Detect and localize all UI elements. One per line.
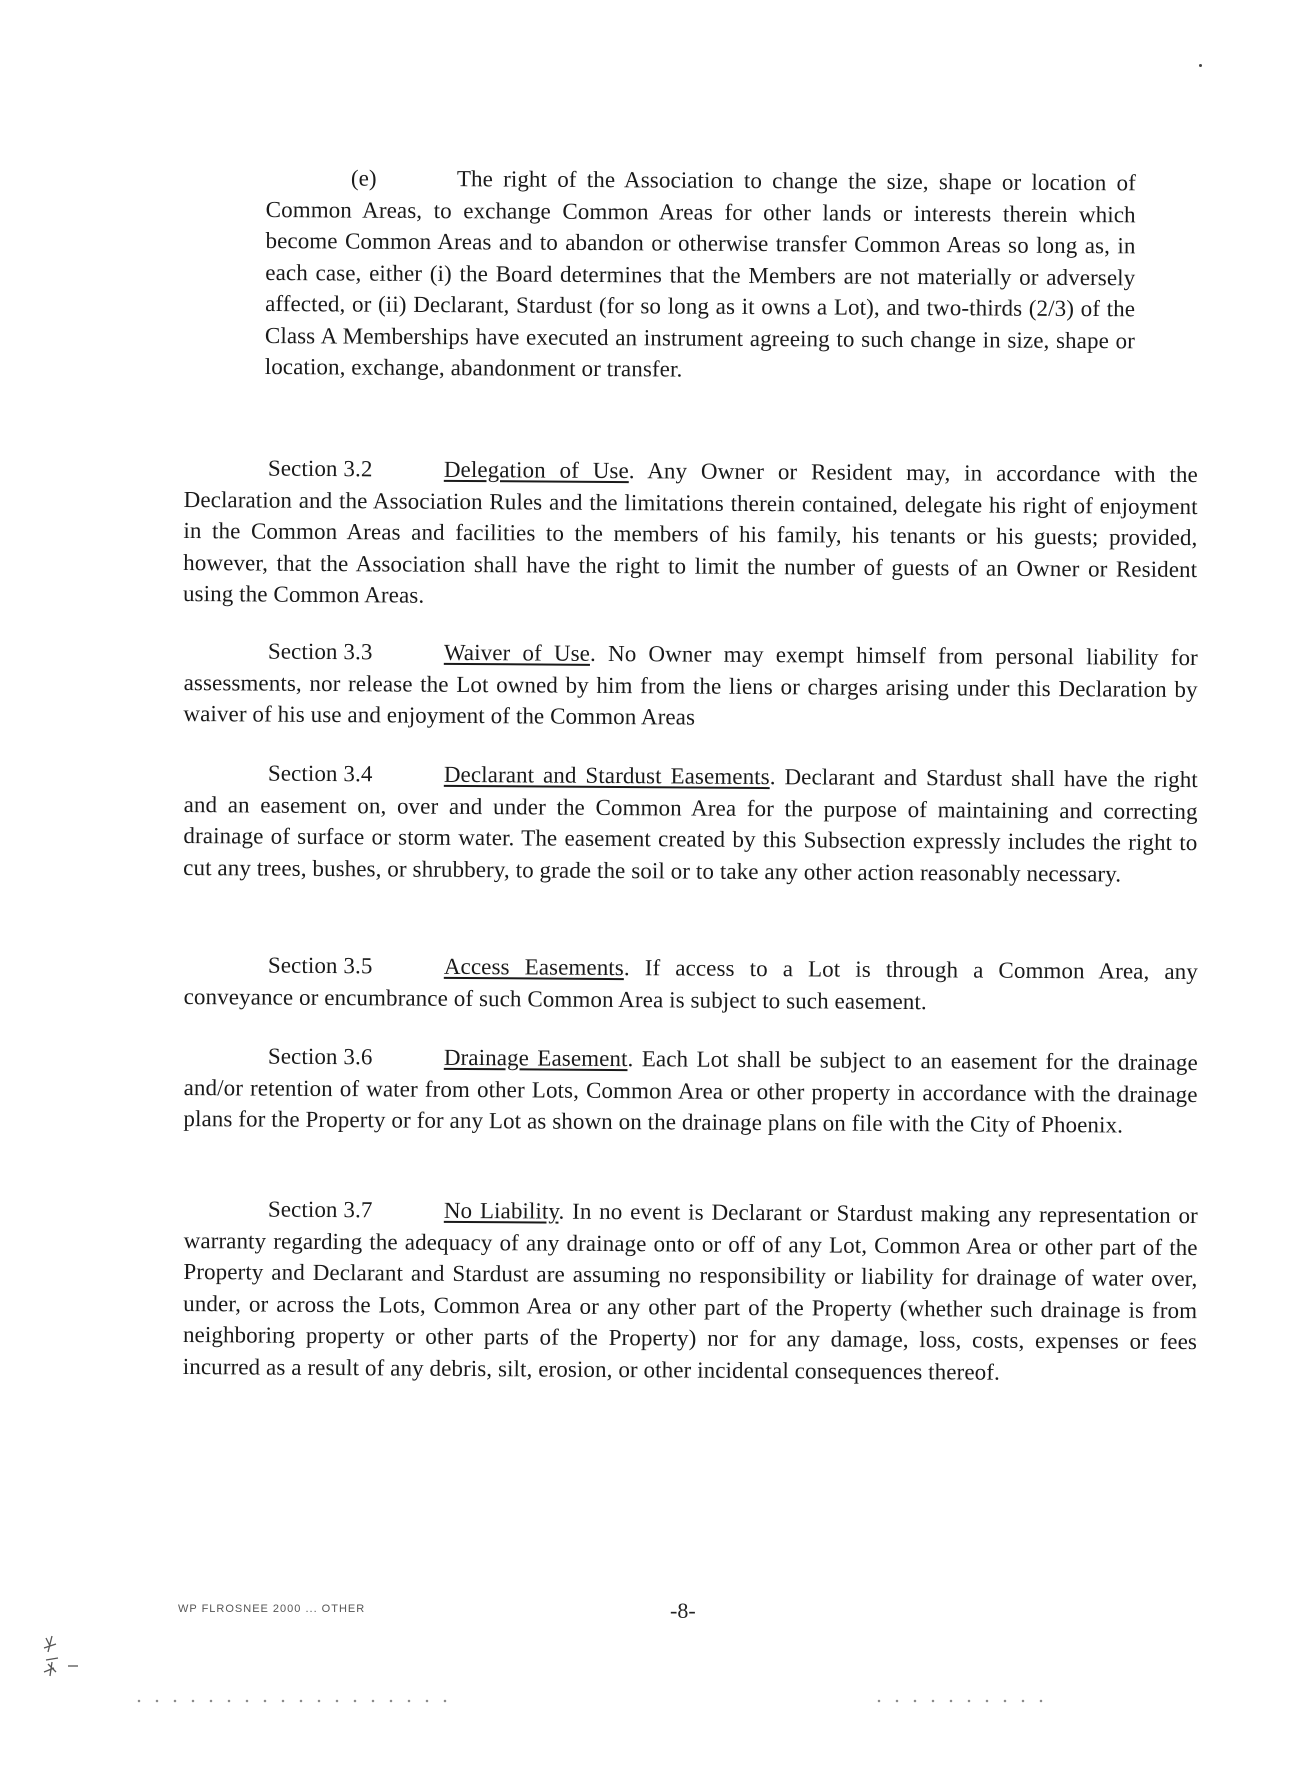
section-label: Section 3.4 bbox=[267, 760, 373, 787]
subsection-label: (e) bbox=[350, 165, 377, 191]
section-heading: Access Easements bbox=[443, 953, 624, 981]
footer-file-reference: WP FLROSNEE 2000 ... OTHER bbox=[178, 1603, 366, 1615]
section-text: . No Owner may exempt himself from personal liability for assessments, nor release the Lot owned by him from the liens or charges arising under this Declaration by waiver of his use and enjoyment of the Common Areas bbox=[183, 640, 1198, 730]
subsection-e bbox=[265, 162, 1136, 388]
section-3-4 bbox=[183, 757, 1198, 890]
scan-noise-row bbox=[130, 1699, 460, 1703]
section-text: . Declarant and Stardust shall have the right and an easement on, over and under the Common Area for the purpose of maintaining and correcting drainage of surface or storm water. The easement created by this Subsection expressly includes the right to cut any trees, bushes, or shrubbery, to grade the soil or to take any other action reasonably necessary. bbox=[183, 764, 1198, 887]
section-text: . Each Lot shall be subject to an easement for the drainage and/or retention of water from other Lots, Common Area or other property in accordance with the drainage plans for the Property or for any Lot as shown on the drainage plans on file with the City of Phoenix. bbox=[183, 1046, 1198, 1138]
subsection-text: The right of the Association to change the size, shape or location of Common Areas, to exchange Common Areas for other lands or interests therein which become Common Areas and to abandon or otherwise transfer Common Areas so long as, in each case, either (i) the Board determines that the Members are not materially or adversely affected, or (ii) Declarant, Stardust (for so long as it owns a Lot), and two-thirds (2/3) of the Class A Memberships have executed an instrument agreeing to such change in size, shape or location, exchange, abandonment or transfer. bbox=[264, 166, 1136, 382]
section-label: Section 3.3 bbox=[267, 638, 373, 665]
section-text: . If access to a Lot is through a Common Area, any conveyance or encumbrance of such Common Area is subject to such easement. bbox=[183, 955, 1198, 1014]
section-heading: Drainage Easement bbox=[443, 1044, 628, 1072]
section-3-3 bbox=[183, 635, 1198, 737]
section-label: Section 3.6 bbox=[267, 1043, 373, 1070]
section-heading: No Liability bbox=[443, 1197, 559, 1224]
scan-artifact-icon bbox=[38, 1632, 98, 1682]
section-heading: Delegation of Use bbox=[443, 456, 629, 484]
scan-speck bbox=[1199, 64, 1202, 67]
page-number: -8- bbox=[670, 1598, 696, 1623]
section-label: Section 3.5 bbox=[267, 952, 373, 979]
section-3-5 bbox=[184, 949, 1198, 1019]
section-label: Section 3.7 bbox=[267, 1196, 373, 1223]
section-label: Section 3.2 bbox=[267, 455, 373, 482]
section-text: . Any Owner or Resident may, in accordance with the Declaration and the Association Rules and the limitations therein contained, delegate his right of enjoyment in the Common Areas and facilities to the members of his family, his tenants or his guests; provided, however, that the Association shall have the right to limit the number of guests of an Owner or Resident using the Common Areas. bbox=[182, 458, 1198, 608]
section-heading: Waiver of Use bbox=[443, 639, 591, 666]
section-text: . In no event is Declarant or Stardust making any representation or warranty regarding the adequacy of any drainage onto or off of any Lot, Common Area or other part of the Property and Declarant and Stardust are assuming no responsibility or liability for drainage of water over, under, or across the Lots, Common Area or any other part of the Property (whether such drainage is from neighboring property or other parts of the Property) nor for any damage, loss, costs, expenses or fees incurred as a result of any debris, silt, erosion, or other incidental consequences thereof. bbox=[182, 1198, 1198, 1385]
section-heading: Declarant and Stardust Easements bbox=[443, 761, 770, 790]
section-3-7 bbox=[183, 1193, 1198, 1389]
scan-noise-row bbox=[870, 1699, 1050, 1703]
section-3-2 bbox=[183, 452, 1198, 617]
section-3-6 bbox=[183, 1040, 1198, 1142]
